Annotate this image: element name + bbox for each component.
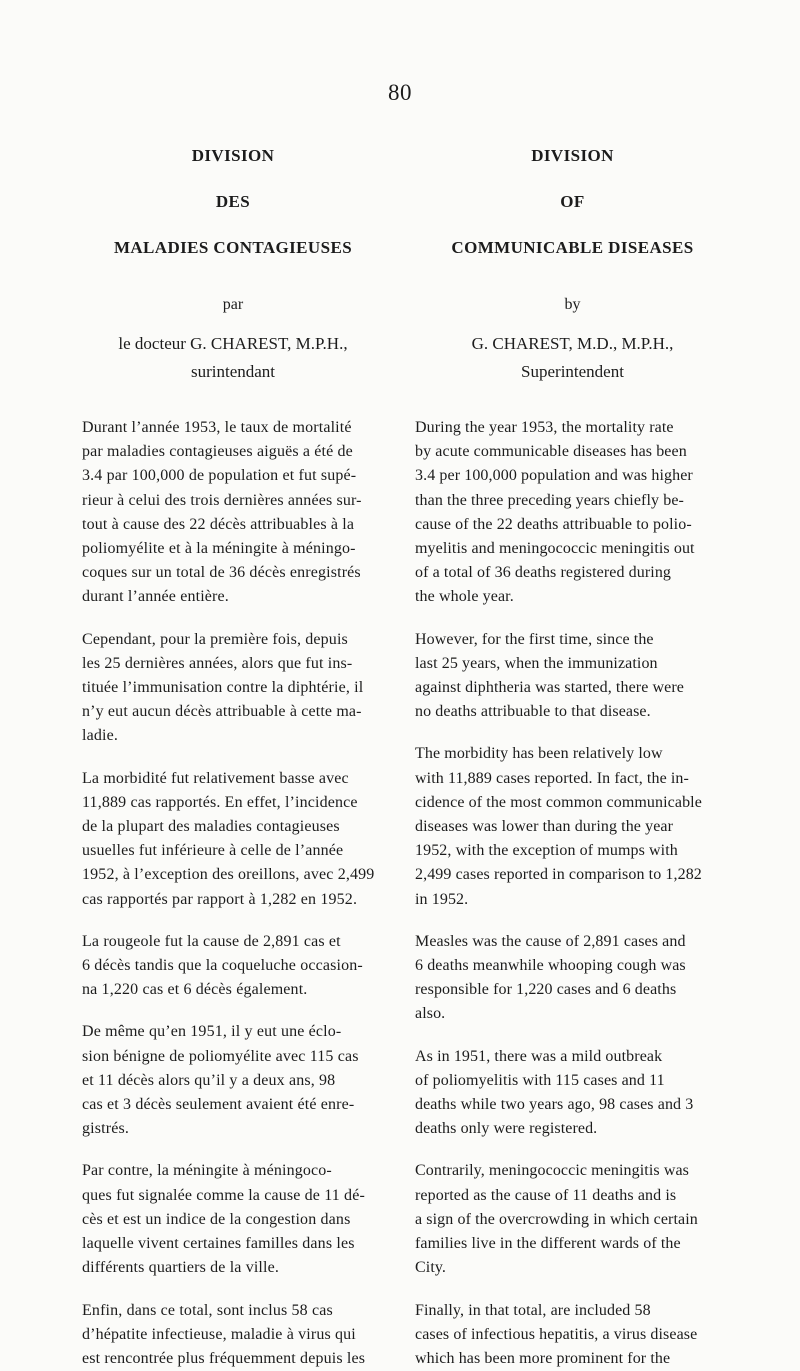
french-author: le docteur G. CHAREST, M.P.H., xyxy=(118,334,348,353)
french-heading-line-2: DES xyxy=(215,192,251,211)
french-paragraph-5-line-5: gistrés. xyxy=(82,1120,129,1138)
english-paragraph-3-line-1: The morbidity has been relatively low xyxy=(415,745,663,763)
french-paragraph-2-line-1: Cependant, pour la première fois, depuis xyxy=(82,630,348,648)
english-paragraph-3-line-4: diseases was lower than during the year xyxy=(415,818,674,836)
english-heading-line-1: DIVISION xyxy=(531,146,614,165)
english-paragraph-6-line-2: reported as the cause of 11 deaths and is xyxy=(415,1186,677,1204)
english-paragraph-1-line-1: During the year 1953, the mortality rate xyxy=(415,419,674,436)
french-paragraph-1-line-3: 3.4 par 100,000 de population et fut supé- xyxy=(82,467,357,485)
english-paragraph-2-line-2: last 25 years, when the immunization xyxy=(415,654,658,672)
french-heading-line-3: MALADIES CONTAGIEUSES xyxy=(113,238,353,257)
french-paragraph-1-line-6: poliomyélite et à la méningite à méningo- xyxy=(82,540,356,558)
french-paragraph-6-line-3: cès et est un indice de la congestion dans xyxy=(82,1210,351,1228)
french-body xyxy=(82,416,384,1371)
english-paragraph-4-line-2: 6 deaths meanwhile whooping cough was xyxy=(415,957,686,975)
french-paragraph-5-line-3: et 11 décès alors qu’il y a deux ans, 98 xyxy=(82,1071,336,1089)
french-role: surintendant xyxy=(190,362,276,381)
french-paragraph-5-line-4: cas et 3 décès seulement avaient été enre- xyxy=(82,1096,355,1114)
french-paragraph-2-line-3: tituée l’immunisation contre la diphtérie, il xyxy=(82,679,364,697)
english-paragraph-3-line-5: 1952, with the exception of mumps with xyxy=(415,842,678,860)
english-paragraph-3-line-6: 2,499 cases reported in comparison to 1,282 xyxy=(415,866,702,884)
french-paragraph-2-line-4: n’y eut aucun décès attribuable à cette ma- xyxy=(82,703,362,721)
french-paragraph-4-line-1: La rougeole fut la cause de 2,891 cas et xyxy=(82,932,341,950)
english-paragraph-2-line-3: against diphtheria was started, there were xyxy=(415,679,684,697)
french-paragraph-1-line-8: durant l’année entière. xyxy=(82,588,229,606)
french-paragraph-1-line-7: coques sur un total de 36 décès enregistrés xyxy=(82,564,361,582)
english-paragraph-4-line-1: Measles was the cause of 2,891 cases and xyxy=(415,932,686,950)
french-paragraph-6-line-5: différents quartiers de la ville. xyxy=(82,1259,280,1277)
english-paragraph-3-line-2: with 11,889 cases reported. In fact, the in- xyxy=(415,769,689,787)
english-author: G. CHAREST, M.D., M.P.H., xyxy=(471,334,674,353)
french-paragraph-6-line-4: laquelle vivent certaines familles dans les xyxy=(82,1235,355,1253)
english-paragraph-6-line-4: families live in the different wards of the xyxy=(415,1235,681,1253)
english-paragraph-4-line-3: responsible for 1,220 cases and 6 deaths xyxy=(415,981,677,999)
english-paragraph-7-line-3: which has been more prominent for the xyxy=(415,1349,671,1367)
french-paragraph-4-line-2: 6 décès tandis que la coqueluche occasion- xyxy=(82,957,363,975)
english-paragraph-1-line-7: of a total of 36 deaths registered during xyxy=(415,564,672,582)
english-paragraph-2-line-4: no deaths attribuable to that disease. xyxy=(415,703,651,721)
english-body xyxy=(415,416,730,1371)
french-paragraph-2-line-2: les 25 dernières années, alors que fut ins- xyxy=(82,654,353,672)
french-paragraph-7-line-3: est rencontrée plus fréquemment depuis les xyxy=(82,1349,366,1367)
french-paragraph-3-line-6: cas rapportés par rapport à 1,282 en 1952. xyxy=(82,890,358,908)
french-paragraph-3-line-1: La morbidité fut relativement basse avec xyxy=(82,769,349,787)
english-paragraph-6-line-1: Contrarily, meningococcic meningitis was xyxy=(415,1162,690,1180)
french-paragraph-2-line-5: ladie. xyxy=(82,727,118,745)
english-column xyxy=(415,146,730,1371)
french-by: par xyxy=(222,296,244,313)
english-paragraph-3-line-7: in 1952. xyxy=(415,890,469,908)
english-paragraph-6-line-5: City. xyxy=(415,1259,447,1277)
english-paragraph-1-line-3: 3.4 per 100,000 population and was higher xyxy=(415,467,693,485)
french-paragraph-3-line-3: de la plupart des maladies contagieuses xyxy=(82,818,340,836)
french-paragraph-7-line-1: Enfin, dans ce total, sont inclus 58 cas xyxy=(82,1301,333,1319)
english-paragraph-3-line-3: cidence of the most common communicable xyxy=(415,793,702,811)
english-paragraph-1-line-6: myelitis and meningococcic meningitis out xyxy=(415,540,695,558)
english-heading-line-3: COMMUNICABLE DISEASES xyxy=(451,238,694,257)
english-paragraph-1-line-5: cause of the 22 deaths attribuable to polio- xyxy=(415,515,692,533)
english-role: Superintendent xyxy=(521,362,624,381)
english-paragraph-1-line-4: than the three preceding years chiefly be- xyxy=(415,491,684,509)
english-paragraph-5-line-4: deaths only were registered. xyxy=(415,1120,598,1138)
french-paragraph-5-line-2: sion bénigne de poliomyélite avec 115 cas xyxy=(82,1047,359,1065)
french-paragraph-6-line-1: Par contre, la méningite à méningoco- xyxy=(82,1162,332,1180)
french-paragraph-3-line-4: usuelles fut inférieure à celle de l’année xyxy=(82,842,344,860)
english-paragraph-5-line-3: deaths while two years ago, 98 cases and 3 xyxy=(415,1096,694,1114)
french-paragraph-1-line-5: tout à cause des 22 décès attribuables à la xyxy=(82,515,355,533)
english-paragraph-2-line-1: However, for the first time, since the xyxy=(415,630,654,648)
english-paragraph-1-line-2: by acute communicable diseases has been xyxy=(415,443,687,461)
english-paragraph-5-line-1: As in 1951, there was a mild outbreak xyxy=(415,1047,663,1065)
english-heading-line-2: OF xyxy=(560,192,585,211)
french-paragraph-7-line-2: d’hépatite infectieuse, maladie à virus qui xyxy=(82,1325,356,1343)
english-paragraph-1-line-8: the whole year. xyxy=(415,588,514,606)
french-paragraph-6-line-2: ques fut signalée comme la cause de 11 dé- xyxy=(82,1186,365,1204)
french-paragraph-1-line-1: Durant l’année 1953, le taux de mortalité xyxy=(82,419,352,436)
french-paragraph-3-line-5: 1952, à l’exception des oreillons, avec 2,499 xyxy=(82,866,375,884)
english-paragraph-5-line-2: of poliomyelitis with 115 cases and 11 xyxy=(415,1071,665,1089)
french-paragraph-1-line-4: rieur à celui des trois dernières années sur- xyxy=(82,491,362,509)
english-by: by xyxy=(564,296,581,313)
english-paragraph-7-line-1: Finally, in that total, are included 58 xyxy=(415,1301,651,1319)
french-paragraph-3-line-2: 11,889 cas rapportés. En effet, l’incidence xyxy=(82,793,358,811)
french-paragraph-5-line-1: De même qu’en 1951, il y eut une éclo- xyxy=(82,1023,342,1041)
french-paragraph-4-line-3: na 1,220 cas et 6 décès également. xyxy=(82,981,308,999)
french-column xyxy=(82,146,384,1371)
english-paragraph-6-line-3: a sign of the overcrowding in which certain xyxy=(415,1210,698,1228)
page-number: 80 xyxy=(388,80,412,105)
french-paragraph-1-line-2: par maladies contagieuses aiguës a été de xyxy=(82,443,353,461)
english-paragraph-4-line-4: also. xyxy=(415,1005,446,1023)
french-heading-line-1: DIVISION xyxy=(191,146,275,165)
english-paragraph-7-line-2: cases of infectious hepatitis, a virus disease xyxy=(415,1325,698,1343)
